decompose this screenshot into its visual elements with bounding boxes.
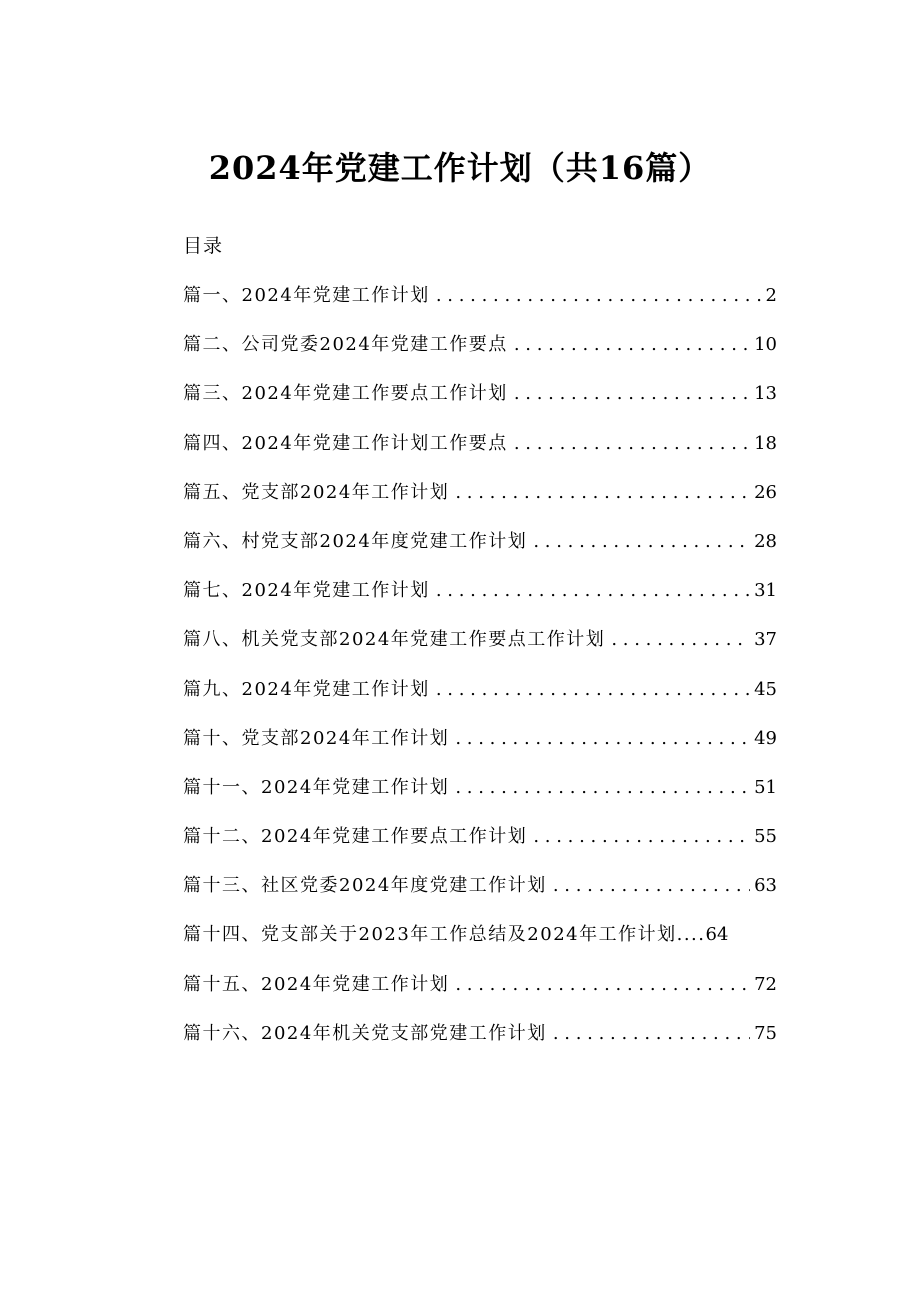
toc-entry-title: 篇四、2024年党建工作计划工作要点 xyxy=(183,432,508,454)
toc-dot-leader xyxy=(455,971,750,999)
toc-entry[interactable] xyxy=(183,282,777,331)
toc-dot-leader xyxy=(514,380,750,408)
toc-entry[interactable] xyxy=(183,971,777,1020)
toc-entry-title: 篇三、2024年党建工作要点工作计划 xyxy=(183,383,508,405)
toc-entry-title: 篇十六、2024年机关党支部党建工作计划 xyxy=(183,1022,547,1044)
toc-entry-page: 55 xyxy=(754,826,777,848)
toc-entry-page: 26 xyxy=(754,481,777,503)
toc-dot-leader xyxy=(436,577,750,605)
toc-entry-title: 篇十一、2024年党建工作计划 xyxy=(183,776,450,798)
toc-entry-page: 31 xyxy=(754,580,777,602)
toc-dot-leader xyxy=(455,725,750,753)
toc-dot-leader xyxy=(455,479,750,507)
toc-entry-page: 2 xyxy=(765,285,777,306)
toc-dot-leader xyxy=(455,774,750,802)
toc-entry-page: 51 xyxy=(754,776,777,798)
toc-entry-page: 45 xyxy=(754,678,777,700)
document-title: 2024年党建工作计划（共16篇） xyxy=(208,149,712,187)
toc-entry-page: 13 xyxy=(754,383,777,405)
toc-entry[interactable] xyxy=(183,331,777,380)
toc-entry[interactable] xyxy=(183,626,777,675)
toc-dot-leader xyxy=(611,626,750,654)
toc-entry-title: 篇十五、2024年党建工作计划 xyxy=(183,973,450,995)
toc-entry[interactable] xyxy=(183,577,777,626)
toc-entry[interactable] xyxy=(183,528,777,577)
toc-entry[interactable] xyxy=(183,479,777,528)
toc-entry[interactable] xyxy=(183,872,777,921)
toc-entry-page: 63 xyxy=(754,875,777,897)
toc-dot-leader xyxy=(553,1020,750,1048)
toc-dot-leader xyxy=(514,331,750,359)
toc-entry[interactable] xyxy=(183,774,777,823)
toc-entry-title: 篇七、2024年党建工作计划 xyxy=(183,580,430,602)
toc-entry-page: 64 xyxy=(705,924,729,946)
toc-entry-title: 篇一、2024年党建工作计划 xyxy=(183,285,430,306)
toc-entry-page: 18 xyxy=(754,432,777,454)
toc-entry[interactable] xyxy=(183,823,777,872)
toc-entry[interactable] xyxy=(183,430,777,479)
table-of-contents xyxy=(183,282,777,1069)
toc-entry-page: 10 xyxy=(754,334,777,356)
toc-dot-leader xyxy=(436,676,750,704)
toc-entry-page: 72 xyxy=(754,973,777,995)
toc-entry-title: 篇五、党支部2024年工作计划 xyxy=(183,481,450,503)
toc-dot-leader xyxy=(553,872,750,900)
toc-entry-page: 28 xyxy=(754,530,777,552)
toc-entry[interactable] xyxy=(183,380,777,429)
toc-entry-title: 篇十四、党支部关于2023年工作总结及2024年工作计划.... xyxy=(183,924,706,946)
toc-entry[interactable] xyxy=(183,676,777,725)
toc-dot-leader xyxy=(436,282,762,310)
toc-entry-title: 篇八、机关党支部2024年党建工作要点工作计划 xyxy=(183,629,606,651)
toc-entry-page: 49 xyxy=(754,727,777,749)
toc-entry-title: 篇六、村党支部2024年度党建工作计划 xyxy=(183,530,528,552)
toc-entry-title: 篇二、公司党委2024年党建工作要点 xyxy=(183,334,508,356)
toc-dot-leader xyxy=(533,823,750,851)
toc-dot-leader xyxy=(533,528,750,556)
toc-entry-page: 75 xyxy=(754,1022,777,1044)
toc-entry-title: 篇九、2024年党建工作计划 xyxy=(183,678,430,700)
toc-entry-title: 篇十三、社区党委2024年度党建工作计划 xyxy=(183,875,547,897)
toc-entry[interactable] xyxy=(183,725,777,774)
toc-entry-title: 篇十二、2024年党建工作要点工作计划 xyxy=(183,826,528,848)
toc-entry-title: 篇十、党支部2024年工作计划 xyxy=(183,727,450,749)
toc-heading: 目录 xyxy=(183,235,224,257)
toc-entry[interactable] xyxy=(183,921,777,970)
toc-entry-page: 37 xyxy=(754,629,777,651)
toc-dot-leader xyxy=(514,430,750,458)
toc-entry[interactable] xyxy=(183,1020,777,1069)
